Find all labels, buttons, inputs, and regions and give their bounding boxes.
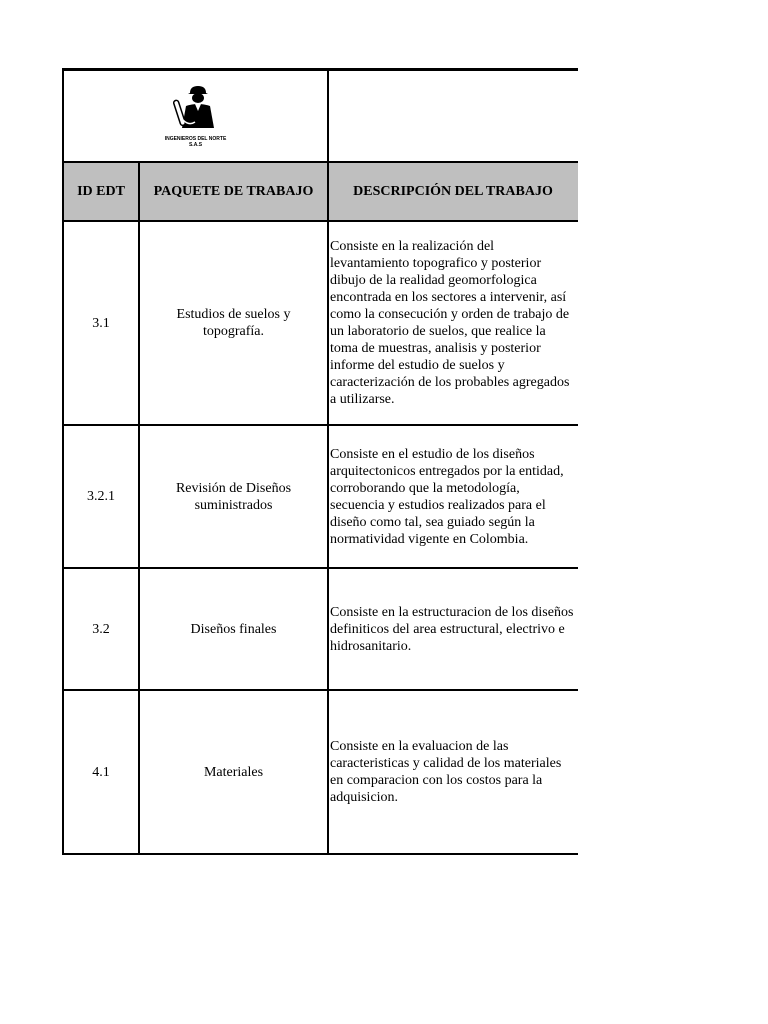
row-description: Consiste en el estudio de los diseños arquitectonicos entregados por la entidad, corroborando que la metodología, secuencia y estudios realizados para el diseño como tal, sea guiado según la normatividad vigente en Colombia. <box>330 446 564 547</box>
row-package: Revisión de Diseños suministrados <box>140 426 329 567</box>
row-id: 3.2 <box>64 569 140 689</box>
row-package: Materiales <box>140 691 329 853</box>
table-header-row <box>64 163 578 222</box>
engineer-icon <box>173 84 219 136</box>
column-header-package: PAQUETE DE TRABAJO <box>140 163 329 220</box>
logo-cell <box>64 71 329 161</box>
table-row <box>64 691 578 853</box>
table-row <box>64 569 578 691</box>
column-header-description: DESCRIPCIÓN DEL TRABAJO <box>353 184 553 199</box>
logo-row <box>64 71 578 163</box>
company-suffix: S.A.S <box>188 142 203 148</box>
header-blank-cell <box>329 71 576 161</box>
column-header-id: ID EDT <box>64 163 140 220</box>
row-description: Consiste en la evaluacion de las caracteristicas y calidad de los materiales en comparacion con los costos para la adquisicion. <box>330 739 562 805</box>
company-logo <box>165 84 227 148</box>
company-name: INGENIEROS DEL NORTE <box>164 136 227 142</box>
row-description-cell <box>329 691 576 853</box>
row-description-cell <box>329 222 576 424</box>
row-description: Consiste en la estructuracion de los diseños definiticos del area estructural, electrivo e hidrosanitario. <box>330 604 574 654</box>
row-description-cell <box>329 569 576 689</box>
row-id: 4.1 <box>64 691 140 853</box>
table-row <box>64 222 578 426</box>
table-row <box>64 426 578 569</box>
row-description: Consiste en la realización del levantamiento topografico y posterior dibujo de la realidad geomorfologica encontrada en los sectores a intervenir, así como la consecución y orden de trabajo de un laboratorio de suelos, que realice la toma de muestras, analisis y posterior informe del estudio de suelos y caracterización de los probables agregados a utilizarse. <box>330 239 570 407</box>
work-package-table <box>62 68 578 855</box>
row-id: 3.2.1 <box>64 426 140 567</box>
row-description-cell <box>329 426 576 567</box>
row-package: Diseños finales <box>140 569 329 689</box>
row-package: Estudios de suelos y topografía. <box>140 222 329 424</box>
row-id: 3.1 <box>64 222 140 424</box>
